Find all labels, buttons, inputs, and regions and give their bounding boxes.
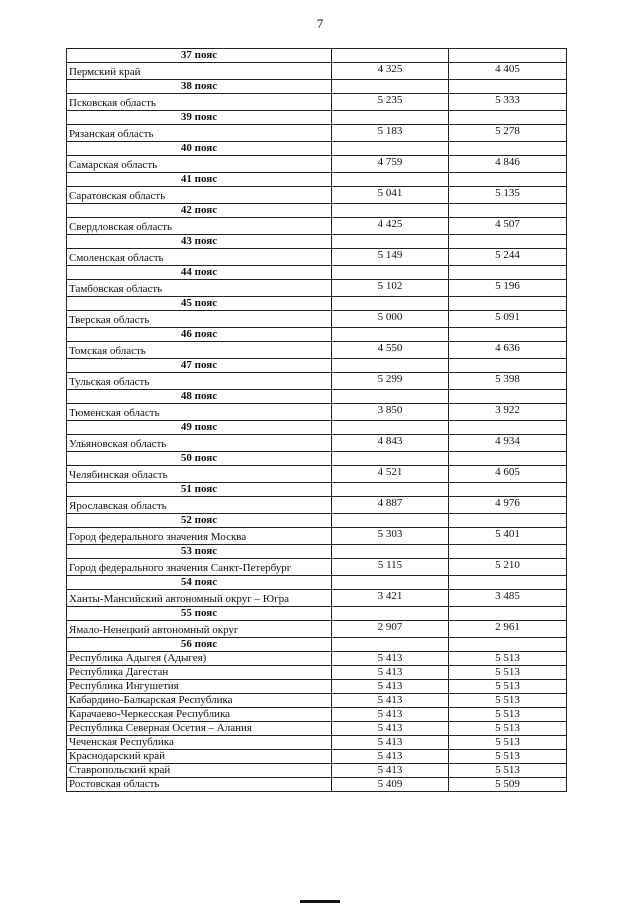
- empty-cell: [449, 607, 567, 621]
- value-col-1: 5 413: [332, 708, 449, 722]
- zone-header-row: [67, 638, 567, 652]
- tariff-table: [66, 48, 567, 792]
- table-body: [67, 49, 567, 792]
- value-col-2: 5 278: [449, 125, 567, 142]
- value-col-1: 5 409: [332, 778, 449, 792]
- value-col-2: 4 507: [449, 218, 567, 235]
- empty-cell: [332, 204, 449, 218]
- region-name: Пермский край: [67, 63, 332, 80]
- empty-cell: [449, 514, 567, 528]
- value-col-2: 3 922: [449, 404, 567, 421]
- value-col-2: 5 401: [449, 528, 567, 545]
- value-col-1: 4 425: [332, 218, 449, 235]
- zone-label: 43 пояс: [67, 235, 332, 249]
- value-col-1: 5 299: [332, 373, 449, 390]
- empty-cell: [332, 80, 449, 94]
- empty-cell: [332, 235, 449, 249]
- zone-header-row: [67, 390, 567, 404]
- value-col-1: 4 843: [332, 435, 449, 452]
- empty-cell: [332, 638, 449, 652]
- value-col-1: 3 850: [332, 404, 449, 421]
- table-row: [67, 280, 567, 297]
- zone-label: 54 пояс: [67, 576, 332, 590]
- zone-header-row: [67, 297, 567, 311]
- value-col-1: 3 421: [332, 590, 449, 607]
- zone-header-row: [67, 483, 567, 497]
- zone-label: 48 пояс: [67, 390, 332, 404]
- table-row: [67, 218, 567, 235]
- empty-cell: [332, 483, 449, 497]
- region-name: Карачаево-Черкесская Республика: [67, 708, 332, 722]
- value-col-1: 5 000: [332, 311, 449, 328]
- value-col-2: 5 513: [449, 680, 567, 694]
- region-name: Чеченская Республика: [67, 736, 332, 750]
- region-name: Тульская область: [67, 373, 332, 390]
- value-col-1: 5 413: [332, 736, 449, 750]
- value-col-1: 5 102: [332, 280, 449, 297]
- empty-cell: [449, 297, 567, 311]
- value-col-2: 4 605: [449, 466, 567, 483]
- empty-cell: [332, 142, 449, 156]
- value-col-2: 3 485: [449, 590, 567, 607]
- table-row: [67, 435, 567, 452]
- empty-cell: [449, 266, 567, 280]
- table-row: [67, 708, 567, 722]
- region-name: Саратовская область: [67, 187, 332, 204]
- region-name: Тюменская область: [67, 404, 332, 421]
- value-col-1: 2 907: [332, 621, 449, 638]
- table-row: [67, 694, 567, 708]
- empty-cell: [332, 576, 449, 590]
- value-col-2: 5 513: [449, 750, 567, 764]
- zone-label: 37 пояс: [67, 49, 332, 63]
- table-row: [67, 528, 567, 545]
- region-name: Рязанская область: [67, 125, 332, 142]
- empty-cell: [449, 142, 567, 156]
- region-name: Ханты-Мансийский автономный округ – Югра: [67, 590, 332, 607]
- zone-label: 45 пояс: [67, 297, 332, 311]
- table-row: [67, 249, 567, 266]
- zone-label: 55 пояс: [67, 607, 332, 621]
- value-col-2: 5 196: [449, 280, 567, 297]
- region-name: Ямало-Ненецкий автономный округ: [67, 621, 332, 638]
- table-row: [67, 404, 567, 421]
- empty-cell: [332, 49, 449, 63]
- value-col-2: 5 513: [449, 652, 567, 666]
- table-row: [67, 590, 567, 607]
- zone-header-row: [67, 576, 567, 590]
- table-row: [67, 466, 567, 483]
- zone-label: 39 пояс: [67, 111, 332, 125]
- empty-cell: [449, 328, 567, 342]
- empty-cell: [449, 421, 567, 435]
- value-col-2: 5 091: [449, 311, 567, 328]
- table-row: [67, 736, 567, 750]
- zone-header-row: [67, 421, 567, 435]
- empty-cell: [332, 514, 449, 528]
- value-col-1: 5 413: [332, 722, 449, 736]
- value-col-2: 5 244: [449, 249, 567, 266]
- empty-cell: [449, 359, 567, 373]
- region-name: Самарская область: [67, 156, 332, 173]
- empty-cell: [332, 297, 449, 311]
- zone-header-row: [67, 173, 567, 187]
- region-name: Томская область: [67, 342, 332, 359]
- region-name: Свердловская область: [67, 218, 332, 235]
- region-name: Тверская область: [67, 311, 332, 328]
- value-col-2: 5 509: [449, 778, 567, 792]
- table-row: [67, 666, 567, 680]
- zone-header-row: [67, 142, 567, 156]
- table-row: [67, 722, 567, 736]
- value-col-2: 5 513: [449, 694, 567, 708]
- zone-header-row: [67, 359, 567, 373]
- table-row: [67, 497, 567, 514]
- value-col-2: 5 398: [449, 373, 567, 390]
- empty-cell: [332, 607, 449, 621]
- value-col-2: 4 405: [449, 63, 567, 80]
- table-row: [67, 652, 567, 666]
- region-name: Ульяновская область: [67, 435, 332, 452]
- empty-cell: [449, 638, 567, 652]
- region-name: Республика Адыгея (Адыгея): [67, 652, 332, 666]
- region-name: Ростовская область: [67, 778, 332, 792]
- empty-cell: [449, 204, 567, 218]
- empty-cell: [332, 359, 449, 373]
- table-row: [67, 94, 567, 111]
- table-row: [67, 778, 567, 792]
- value-col-2: 4 636: [449, 342, 567, 359]
- zone-label: 50 пояс: [67, 452, 332, 466]
- zone-header-row: [67, 49, 567, 63]
- empty-cell: [332, 421, 449, 435]
- zone-label: 40 пояс: [67, 142, 332, 156]
- zone-label: 41 пояс: [67, 173, 332, 187]
- value-col-1: 4 887: [332, 497, 449, 514]
- table-row: [67, 156, 567, 173]
- value-col-1: 5 413: [332, 694, 449, 708]
- value-col-2: 5 513: [449, 736, 567, 750]
- value-col-1: 5 115: [332, 559, 449, 576]
- region-name: Ставропольский край: [67, 764, 332, 778]
- zone-label: 49 пояс: [67, 421, 332, 435]
- empty-cell: [449, 545, 567, 559]
- value-col-2: 5 513: [449, 764, 567, 778]
- value-col-1: 5 235: [332, 94, 449, 111]
- value-col-1: 4 550: [332, 342, 449, 359]
- zone-label: 38 пояс: [67, 80, 332, 94]
- zone-header-row: [67, 545, 567, 559]
- value-col-1: 4 521: [332, 466, 449, 483]
- table-row: [67, 621, 567, 638]
- zone-header-row: [67, 328, 567, 342]
- empty-cell: [449, 173, 567, 187]
- zone-header-row: [67, 80, 567, 94]
- value-col-1: 5 413: [332, 666, 449, 680]
- empty-cell: [332, 328, 449, 342]
- zone-label: 53 пояс: [67, 545, 332, 559]
- table-row: [67, 680, 567, 694]
- value-col-2: 4 934: [449, 435, 567, 452]
- value-col-2: 5 333: [449, 94, 567, 111]
- empty-cell: [449, 576, 567, 590]
- zone-header-row: [67, 235, 567, 249]
- empty-cell: [449, 483, 567, 497]
- value-col-2: 4 846: [449, 156, 567, 173]
- empty-cell: [332, 173, 449, 187]
- value-col-1: 5 413: [332, 680, 449, 694]
- table-row: [67, 311, 567, 328]
- zone-label: 56 пояс: [67, 638, 332, 652]
- table-row: [67, 559, 567, 576]
- zone-header-row: [67, 204, 567, 218]
- empty-cell: [449, 111, 567, 125]
- value-col-2: 5 513: [449, 708, 567, 722]
- zone-label: 46 пояс: [67, 328, 332, 342]
- value-col-1: 4 759: [332, 156, 449, 173]
- value-col-2: 5 210: [449, 559, 567, 576]
- empty-cell: [449, 235, 567, 249]
- empty-cell: [332, 111, 449, 125]
- region-name: Кабардино-Балкарская Республика: [67, 694, 332, 708]
- value-col-1: 5 413: [332, 652, 449, 666]
- value-col-2: 5 513: [449, 666, 567, 680]
- zone-label: 47 пояс: [67, 359, 332, 373]
- table-row: [67, 342, 567, 359]
- value-col-1: 4 325: [332, 63, 449, 80]
- table-row: [67, 750, 567, 764]
- empty-cell: [449, 49, 567, 63]
- table-row: [67, 63, 567, 80]
- region-name: Республика Ингушетия: [67, 680, 332, 694]
- value-col-2: 5 135: [449, 187, 567, 204]
- region-name: Тамбовская область: [67, 280, 332, 297]
- region-name: Челябинская область: [67, 466, 332, 483]
- region-name: Город федерального значения Санкт-Петербург: [67, 559, 332, 576]
- region-name: Псковская область: [67, 94, 332, 111]
- empty-cell: [332, 452, 449, 466]
- page-number: 7: [316, 16, 324, 31]
- zone-header-row: [67, 514, 567, 528]
- zone-label: 44 пояс: [67, 266, 332, 280]
- table-row: [67, 764, 567, 778]
- table-row: [67, 373, 567, 390]
- value-col-2: 4 976: [449, 497, 567, 514]
- zone-label: 52 пояс: [67, 514, 332, 528]
- zone-header-row: [67, 266, 567, 280]
- empty-cell: [449, 390, 567, 404]
- value-col-1: 5 413: [332, 764, 449, 778]
- empty-cell: [449, 452, 567, 466]
- value-col-2: 2 961: [449, 621, 567, 638]
- region-name: Ярославская область: [67, 497, 332, 514]
- value-col-2: 5 513: [449, 722, 567, 736]
- value-col-1: 5 183: [332, 125, 449, 142]
- value-col-1: 5 303: [332, 528, 449, 545]
- empty-cell: [332, 266, 449, 280]
- region-name: Республика Дагестан: [67, 666, 332, 680]
- region-name: Краснодарский край: [67, 750, 332, 764]
- value-col-1: 5 413: [332, 750, 449, 764]
- value-col-1: 5 041: [332, 187, 449, 204]
- region-name: Смоленская область: [67, 249, 332, 266]
- region-name: Город федерального значения Москва: [67, 528, 332, 545]
- table-row: [67, 187, 567, 204]
- empty-cell: [332, 545, 449, 559]
- table-row: [67, 125, 567, 142]
- value-col-1: 5 149: [332, 249, 449, 266]
- zone-label: 42 пояс: [67, 204, 332, 218]
- zone-header-row: [67, 111, 567, 125]
- empty-cell: [332, 390, 449, 404]
- zone-header-row: [67, 452, 567, 466]
- zone-label: 51 пояс: [67, 483, 332, 497]
- region-name: Республика Северная Осетия – Алания: [67, 722, 332, 736]
- zone-header-row: [67, 607, 567, 621]
- page-edge-mark: [300, 900, 340, 903]
- empty-cell: [449, 80, 567, 94]
